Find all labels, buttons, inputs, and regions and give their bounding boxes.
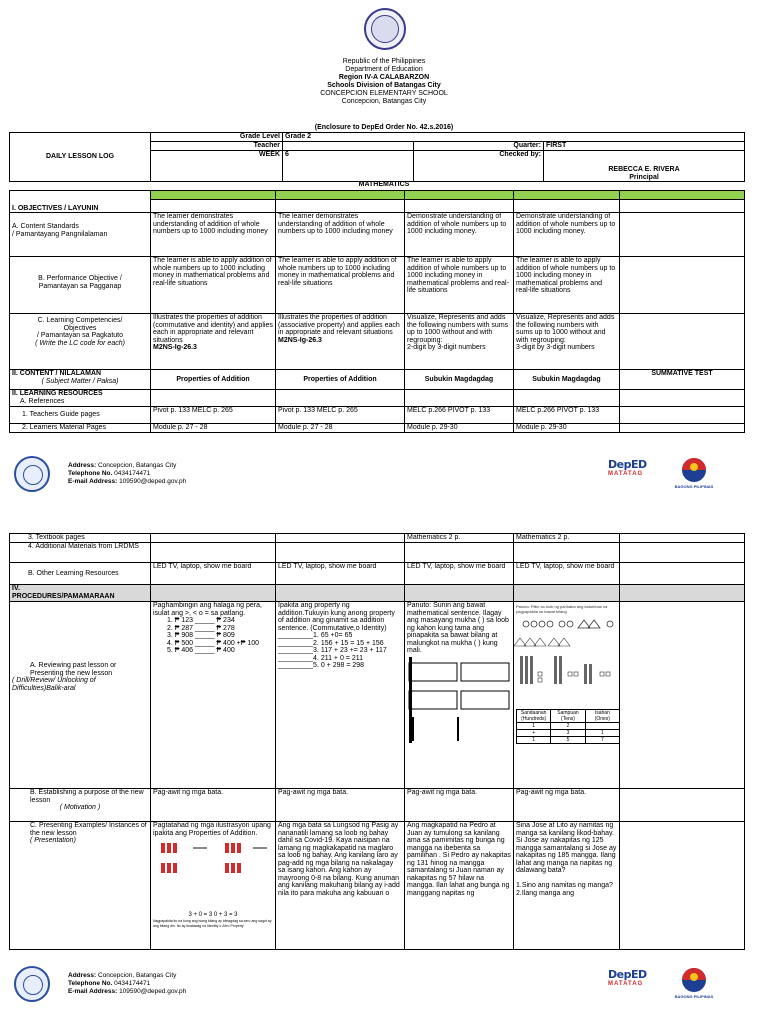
- competencies-thu: Visualize, Represents and adds the following numbers with sums up to 1000 without and with regrouping: 3-digit by 3-digit numbers: [514, 314, 620, 370]
- footer-page2: [0, 962, 768, 1004]
- deped-matatag-logo: [608, 968, 664, 996]
- review-mon-item: 3. ₱ 908 _____ ₱ 809: [167, 632, 235, 639]
- examples-thu: Sina Jose at Lito ay namitas ng manga sa kanilang likod-bahay. Si Jose ay nakapitas ng 125 mangga samantalang si Jose ay nakapitas ng 185 mangga. Ilang lahat ang manga na napitas ng dalawang bata? 1.Sino ang namitas ng manga? 2.Ilang manga ang: [514, 822, 620, 950]
- purpose-wed: Pag-awit ng mga bata.: [405, 789, 514, 822]
- textbook-wed: Mathematics 2 p.: [405, 534, 514, 543]
- examples-label: C. Presenting Examples/ Instances of the new lesson: [30, 822, 147, 837]
- examples-mon-caption: Nagpapakita ito na kung ang isang bilang ay idinagdag sa zero ang sagot ay ang bilang din. Ito ay tinatawag na Identity o Zero Property: [153, 919, 272, 928]
- performance-thu: The learner is able to apply addition of whole numbers up to 1000 including money in mathematical problems and real-life situations: [514, 257, 620, 314]
- pv-cell: 1: [517, 722, 551, 729]
- division-text: Schools Division of Batangas City: [327, 82, 441, 89]
- identity-property-illustration: [153, 837, 271, 909]
- tg-mon: Pivot p. 133 MELC p. 265: [151, 407, 276, 424]
- resources-label: II. LEARNING RESOURCES: [12, 390, 103, 397]
- examples-mon: [151, 822, 276, 950]
- telephone-value: 0434174471: [114, 470, 151, 477]
- bagong-pilipinas-text: BAGONG PILIPINAS: [674, 994, 714, 999]
- competencies-label-cell: [10, 314, 151, 370]
- review-mon-intro: Paghambingin ang halaga ng pera, isulat ang >, < o = sa patlang.: [153, 602, 262, 617]
- content-standards-label: A. Content Standards / Pamantayang Pangnilalaman: [10, 213, 151, 257]
- department-text: Department of Education: [345, 66, 423, 73]
- quarter-value: FIRST: [544, 142, 745, 151]
- content-wed: Subukin Magdagdag: [405, 370, 514, 390]
- address-value: Concepcion, Batangas City: [98, 462, 177, 469]
- competency-code-tue: M2NS-Ig-26.3: [278, 336, 322, 344]
- pv-cell: 2: [551, 722, 585, 729]
- deped-matatag-logo: [608, 458, 664, 486]
- performance-label: B. Performance Objective / Pamantayan sa Pagganap: [10, 257, 151, 314]
- lesson-table-page2: [9, 533, 745, 950]
- review-wed: [405, 602, 514, 789]
- additional-materials-label: 4. Additional Materials from LRDMS: [10, 543, 151, 563]
- review-label-cell: [10, 602, 151, 789]
- references-label: A. References: [20, 397, 65, 405]
- footer-contact: [68, 972, 186, 996]
- review-mon: [151, 602, 276, 789]
- pv-cell: 1: [517, 736, 551, 743]
- competencies-mon: [151, 314, 276, 370]
- other-resources-label: B. Other Learning Resources: [10, 563, 151, 585]
- examples-label-cell: [10, 822, 151, 950]
- textbook-thu: Mathematics 2 p.: [514, 534, 620, 543]
- procedures-label: IV. PROCEDURES/PAMAMARAAN: [10, 585, 151, 602]
- pv-cell: 5: [551, 736, 585, 743]
- tg-tue: Pivot p. 133 MELC p. 265: [276, 407, 405, 424]
- other-wed: LED TV, laptop, show me board: [405, 563, 514, 585]
- pv-header-ones: Isahan (Ones): [585, 709, 619, 722]
- review-note-text: ( Drill/Review/ Unlocking of Difficulties): [12, 677, 96, 692]
- review-thu-instructions: Panuto: Pillin sa loob ng parihaba ang katumbas na pagpapakita sa bawat bilang: [516, 604, 608, 614]
- content-note: ( Subject Matter / Paksa): [41, 377, 119, 385]
- republic-text: Republic of the Philippines: [342, 58, 426, 65]
- footer-page1: [0, 452, 768, 494]
- email-value: 109590@deped.gov.ph: [119, 988, 187, 995]
- pv-header-tens: Sampuan (Tens): [551, 709, 585, 722]
- address-label: Address:: [68, 462, 97, 469]
- textbook-mon: [151, 534, 276, 543]
- email-value: 109590@deped.gov.ph: [119, 478, 187, 485]
- enclosure-text: (Enclosure to DepEd Order No. 42.s.2016): [314, 124, 454, 131]
- examples-wed: Ang magkapatid na Pedro at Juan ay tumulong sa kanilang ama sa pamimitas ng bunga ng mangga na ibebenta sa pamilihan . Si Pedro ay nakapitas ng 131 hinog na mangga samantalang si Juan naman ay nakapitas ng 57 hilaw na mangga. Ilan lahat ang bunga ng manggang napitas ng: [405, 822, 514, 950]
- region-text: Region IV-A CALABARZON: [338, 74, 430, 81]
- performance-mon: The learner is able to apply addition of whole numbers up to 1000 including money in mathematical problems and real-life situations: [151, 257, 276, 314]
- purpose-label-cell: [10, 789, 151, 822]
- content-standards-tue: The learner demonstrates understanding of addition of whole numbers up to 1000 including money: [276, 213, 405, 257]
- place-value-table: [516, 709, 620, 744]
- competencies-wed: Visualize, Represents and adds the following numbers with sums up to 1000 without and with regrouping: 2-digit by 3-digit numbers: [405, 314, 514, 370]
- content-standards-thu: Demonstrate understanding of addition of whole numbers up to 1000 including money.: [514, 213, 620, 257]
- pv-cell: +: [517, 729, 551, 736]
- competency-code-mon: M2NS-Ig-26.3: [153, 344, 197, 351]
- review-tue-item: _________4. 211 + 0 = 211: [278, 654, 363, 662]
- deped-logo-text: DepED: [608, 458, 647, 471]
- review-tue-item: _________2. 156 + 15 = 15 + 156: [278, 639, 384, 647]
- review-tue-intro: Ipakita ang property ng addition.Tukuyin kung anong property of addition ang ginamit sa addition sentence. (Commutative,o Identity): [278, 602, 395, 632]
- purpose-tue: Pag-awit ng mga bata.: [276, 789, 405, 822]
- review-mon-item: 2. ₱ 287 _____ ₱ 278: [167, 624, 235, 632]
- review-wed-text: Panuto: Suriin ang bawat mathematical sentence. Ilagay ang masayang mukha ( ) sa loob ng kahon kung tama ang pinapakita sa bawat bilang at malungkot na mukha ( ) kung mali.: [407, 602, 509, 654]
- tg-wed: MELC p.266 PIVOT p. 133: [405, 407, 514, 424]
- review-tue-item: _________1. 65 +0= 65: [278, 632, 353, 639]
- email-label: E-mail Address:: [68, 988, 118, 995]
- review-label: A. Reviewing past lesson or Presenting the new lesson: [30, 662, 117, 677]
- textbook-label: 3. Textbook pages: [10, 534, 151, 543]
- review-mon-item: 1. ₱ 123 _____ ₱ 234: [167, 617, 235, 624]
- grade-level-label: Grade Level: [151, 133, 283, 142]
- other-tue: LED TV, laptop, show me board: [276, 563, 405, 585]
- performance-wed: The learner is able to apply addition of whole numbers up to 1000 including money in mathematical problems and real-life situations: [405, 257, 514, 314]
- competencies-label: C. Learning Competencies/ Objectives / Pamantayan sa Pagkatuto: [37, 317, 123, 339]
- address-label: Address:: [68, 972, 97, 979]
- teachers-guide-label: 1. Teachers Guide pages: [10, 407, 151, 424]
- examples-note: ( Presentation): [30, 837, 76, 844]
- lm-tue: Module p. 27 - 28: [276, 424, 405, 433]
- info-table: [9, 132, 745, 182]
- telephone-label: Telephone No.: [68, 470, 113, 477]
- lm-mon: Module p. 27 - 28: [151, 424, 276, 433]
- purpose-label: B. Establishing a purpose of the new lesson: [30, 789, 144, 804]
- dll-title: DAILY LESSON LOG: [10, 133, 151, 182]
- bagong-pilipinas-text: BAGONG PILIPINAS: [674, 484, 714, 489]
- content-thu: Subukin Magdagdag: [514, 370, 620, 390]
- bagong-pilipinas-logo: [670, 456, 718, 492]
- review-thu: [514, 602, 620, 789]
- lm-thu: Module p. 29-30: [514, 424, 620, 433]
- examples-mon-text: Pagtatahad ng mga ilustrasyon upang ipakita ang Properties of Addition.: [153, 822, 271, 837]
- subject-title: MATHEMATICS: [358, 181, 410, 188]
- pv-cell: 7: [585, 736, 619, 743]
- review-tue-item: _________5. 0 + 298 = 298: [278, 662, 365, 669]
- review-tue-item: _________3. 117 + 23 += 23 + 117: [278, 647, 387, 654]
- examples-tue: Ang mga bata sa Lungsod ng Pasig ay nananatili lamang sa loob ng bahay dahil sa Covid-19. Kaya naisipan na lamang ng magkakapatid na maglaro sa loob ng bahay. Ang kanilang laro ay pag-add ng mga bilang na nakalagay sa isang kahon. Ang kahon ay mayroong 0-8 na bilang. Kung anuman ang kanilang makuhang bilang ay i-add nila ito para makuha ang kabuuan o: [276, 822, 405, 950]
- lesson-table-page1: [9, 190, 745, 433]
- week-value: 6: [283, 151, 414, 182]
- school-address-text: Concepcion, Batangas City: [341, 98, 427, 105]
- content-label-cell: [10, 370, 151, 390]
- pv-cell: 1: [585, 729, 619, 736]
- tg-thu: MELC p.266 PIVOT p. 133: [514, 407, 620, 424]
- principal-name: REBECCA E. RIVERA: [608, 166, 680, 173]
- review-mon-item: 4. ₱ 500 _____ ₱ 400 +₱ 100: [167, 639, 260, 647]
- competencies-note: ( Write the LC code for each): [35, 339, 125, 347]
- competencies-tue-text: Illustrates the properties of addition (associative property) and applies each in appropriate and relevant situations: [278, 314, 400, 336]
- letterhead: [0, 58, 768, 106]
- deped-logo-text: DepED: [608, 968, 647, 981]
- grade-level-value: Grade 2: [283, 133, 745, 142]
- principal-title: Principal: [629, 173, 659, 181]
- footer-contact: [68, 462, 186, 486]
- page-2: [0, 512, 768, 1024]
- matatag-text: MATATAG: [608, 981, 664, 987]
- purpose-note: ( Motivation ): [59, 804, 101, 811]
- address-value: Concepcion, Batangas City: [98, 972, 177, 979]
- content-fri: SUMMATIVE TEST: [620, 370, 745, 390]
- checked-by-label: Checked by:: [414, 151, 544, 182]
- school-text: CONCEPCION ELEMENTARY SCHOOL: [320, 90, 448, 97]
- review-note2-text: Balik-aral: [46, 684, 76, 692]
- purpose-thu: Pag-awit ng mga bata.: [514, 789, 620, 822]
- telephone-label: Telephone No.: [68, 980, 113, 987]
- email-label: E-mail Address:: [68, 478, 118, 485]
- content-standards-wed: Demonstrate understanding of addition of whole numbers up to 1000 including money.: [405, 213, 514, 257]
- math-sentence-boxes-image: [407, 657, 511, 743]
- quarter-label: Quarter:: [414, 142, 544, 151]
- review-mon-item: 5. ₱ 406 _____ ₱ 400: [167, 647, 235, 654]
- school-logo: [14, 456, 50, 492]
- teacher-value: [283, 142, 414, 151]
- content-mon: Properties of Addition: [151, 370, 276, 390]
- other-thu: LED TV, laptop, show me board: [514, 563, 620, 585]
- textbook-tue: [276, 534, 405, 543]
- purpose-mon: Pag-awit ng mga bata.: [151, 789, 276, 822]
- principal-block: [544, 151, 745, 182]
- telephone-value: 0434174471: [114, 980, 151, 987]
- content-label: II. CONTENT / NILALAMAN: [12, 370, 102, 377]
- bagong-pilipinas-logo: [670, 966, 718, 1002]
- matatag-text: MATATAG: [608, 471, 664, 477]
- content-tue: Properties of Addition: [276, 370, 405, 390]
- week-label: WEEK: [151, 151, 283, 182]
- content-standards-mon: The learner demonstrates understanding of addition of whole numbers up to 1000 including money: [151, 213, 276, 257]
- learners-material-label: 2. Learners Material Pages: [10, 424, 151, 433]
- review-note: [12, 677, 148, 692]
- competencies-tue: [276, 314, 405, 370]
- resources-label-cell: [10, 390, 151, 407]
- objectives-label: I. OBJECTIVES / LAYUNIN: [10, 191, 151, 213]
- pv-cell: [585, 722, 619, 729]
- pv-cell: 3: [551, 729, 585, 736]
- examples-mon-equation: 3 + 0 = 3 0 + 3 = 3: [188, 911, 238, 918]
- deped-seal-logo: [364, 8, 406, 50]
- review-tue: [276, 602, 405, 789]
- other-mon: LED TV, laptop, show me board: [151, 563, 276, 585]
- teacher-label: Teacher: [151, 142, 283, 151]
- performance-tue: The learner is able to apply addition of whole numbers up to 1000 including money in mathematical problems and real-life situations: [276, 257, 405, 314]
- place-value-blocks-image: [514, 616, 618, 706]
- school-logo: [14, 966, 50, 1002]
- pv-header-hundreds: Sandaanan (Hundreds): [517, 709, 551, 722]
- competencies-mon-text: Illustrates the properties of addition (commutative and identity) and applies each in appropriate and relevant situations: [153, 314, 273, 344]
- lm-wed: Module p. 29-30: [405, 424, 514, 433]
